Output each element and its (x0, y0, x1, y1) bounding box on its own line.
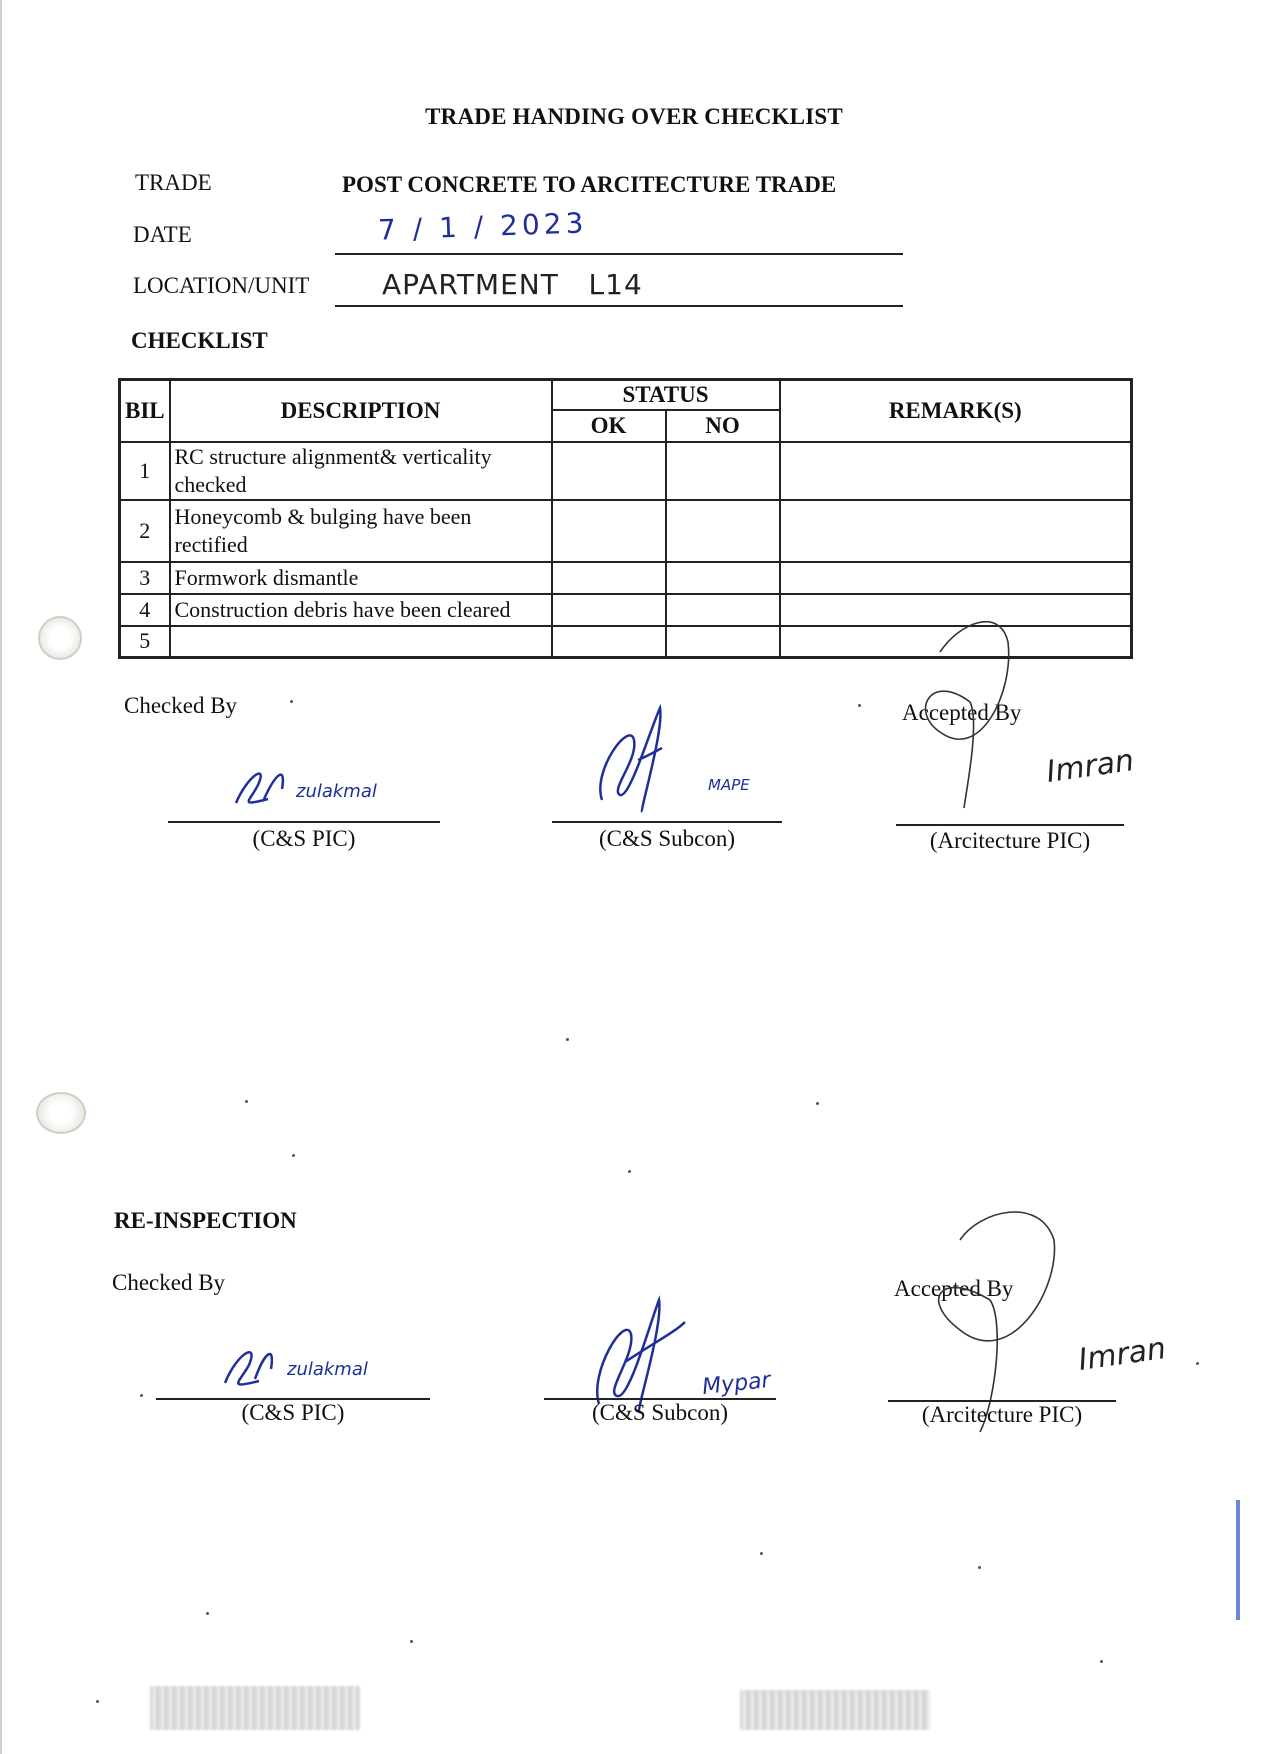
scan-speck (628, 1170, 631, 1173)
date-underline (335, 253, 903, 255)
row-number: 3 (120, 562, 170, 594)
row-number: 4 (120, 594, 170, 626)
row-remark-cell[interactable] (780, 562, 1132, 594)
scan-speck (1196, 1362, 1199, 1365)
reinspection-sig2-name: Mypar (701, 1367, 772, 1400)
reinspection-signature-cs-pic (215, 1335, 435, 1395)
row-ok-cell[interactable] (552, 442, 666, 500)
row-ok-cell[interactable] (552, 562, 666, 594)
header-description: DESCRIPTION (170, 380, 552, 442)
scan-speck (858, 704, 861, 707)
row-ok-cell[interactable] (552, 500, 666, 562)
row-description: Formwork dismantle (170, 562, 552, 594)
row-description: Construction debris have been cleared (170, 594, 552, 626)
header-ok: OK (552, 410, 666, 442)
reinspection-accepted-by-label: Accepted By (894, 1276, 1014, 1301)
header-no: NO (666, 410, 780, 442)
reinspection-arch-pic-caption: (Arcitecture PIC) (921, 1402, 1083, 1427)
sig-line-cs-subcon (552, 821, 782, 823)
scan-speck (292, 1154, 295, 1157)
checked-by-label: Checked By (124, 693, 238, 718)
reinspection-sig1-name: zulakmal (287, 1359, 368, 1380)
table-row (120, 562, 1132, 594)
location-value: APARTMENT L14 (382, 268, 643, 301)
cs-pic-caption: (C&S PIC) (252, 826, 356, 851)
scan-speck (245, 1100, 248, 1103)
location-underline (335, 305, 903, 307)
sig3-name: Imran (1044, 743, 1137, 790)
location-label: LOCATION/UNIT (133, 273, 310, 298)
signature-arch-pic (900, 612, 1140, 812)
scan-speck (206, 1612, 209, 1615)
reinspection-cs-subcon-caption: (C&S Subcon) (591, 1400, 729, 1425)
row-description (170, 626, 552, 658)
row-remark-cell[interactable] (780, 500, 1132, 562)
table-row (120, 500, 1132, 562)
row-ok-cell[interactable] (552, 594, 666, 626)
row-number: 1 (120, 442, 170, 500)
row-no-cell[interactable] (666, 562, 780, 594)
trade-value: POST CONCRETE TO ARCITECTURE TRADE (342, 172, 837, 197)
header-remarks: REMARK(S) (780, 380, 1132, 442)
sig-line-arch-pic (896, 824, 1124, 826)
scan-smudge (740, 1690, 930, 1730)
arch-pic-caption: (Arcitecture PIC) (929, 828, 1091, 853)
header-status: STATUS (552, 380, 780, 410)
scan-speck (96, 1700, 99, 1703)
row-number: 5 (120, 626, 170, 658)
sig1-name: zulakmal (296, 781, 377, 802)
scan-speck (290, 700, 293, 703)
header-bil: BIL (120, 380, 170, 442)
date-value: 7 / 1 / 2023 (377, 206, 588, 247)
row-description: Honeycomb & bulging have been rectified (170, 500, 552, 562)
scan-speck (566, 1038, 569, 1041)
sig-line-cs-pic (168, 821, 440, 823)
row-no-cell[interactable] (666, 442, 780, 500)
row-ok-cell[interactable] (552, 626, 666, 658)
document-title: TRADE HANDING OVER CHECKLIST (425, 104, 843, 129)
scan-speck (816, 1102, 819, 1105)
accepted-by-label: Accepted By (902, 700, 1022, 725)
table-row (120, 442, 1132, 500)
row-no-cell[interactable] (666, 626, 780, 658)
row-number: 2 (120, 500, 170, 562)
scan-speck (410, 1640, 413, 1643)
punch-hole-stain (38, 616, 82, 660)
scan-smudge (150, 1686, 360, 1730)
sig2-name: MAPE (708, 776, 750, 794)
scan-speck (978, 1566, 981, 1569)
reinspection-heading: RE-INSPECTION (114, 1208, 297, 1233)
scan-edge-mark (1236, 1500, 1240, 1620)
reinspection-checked-by-label: Checked By (112, 1270, 226, 1295)
row-remark-cell[interactable] (780, 442, 1132, 500)
date-label: DATE (133, 222, 192, 247)
signature-cs-pic (228, 755, 428, 815)
cs-subcon-caption: (C&S Subcon) (598, 826, 736, 851)
reinspection-cs-pic-caption: (C&S PIC) (241, 1400, 345, 1425)
row-no-cell[interactable] (666, 500, 780, 562)
row-no-cell[interactable] (666, 594, 780, 626)
punch-hole-stain (36, 1092, 86, 1134)
row-description: RC structure alignment& verticality checked (170, 442, 552, 500)
trade-label: TRADE (135, 170, 212, 195)
scan-edge (0, 0, 2, 1754)
scan-speck (1100, 1660, 1103, 1663)
scan-speck (760, 1552, 763, 1555)
signature-cs-subcon (590, 700, 790, 820)
reinspection-sig3-name: Imran (1076, 1331, 1169, 1378)
scan-speck (140, 1394, 143, 1397)
checklist-heading: CHECKLIST (131, 328, 268, 353)
